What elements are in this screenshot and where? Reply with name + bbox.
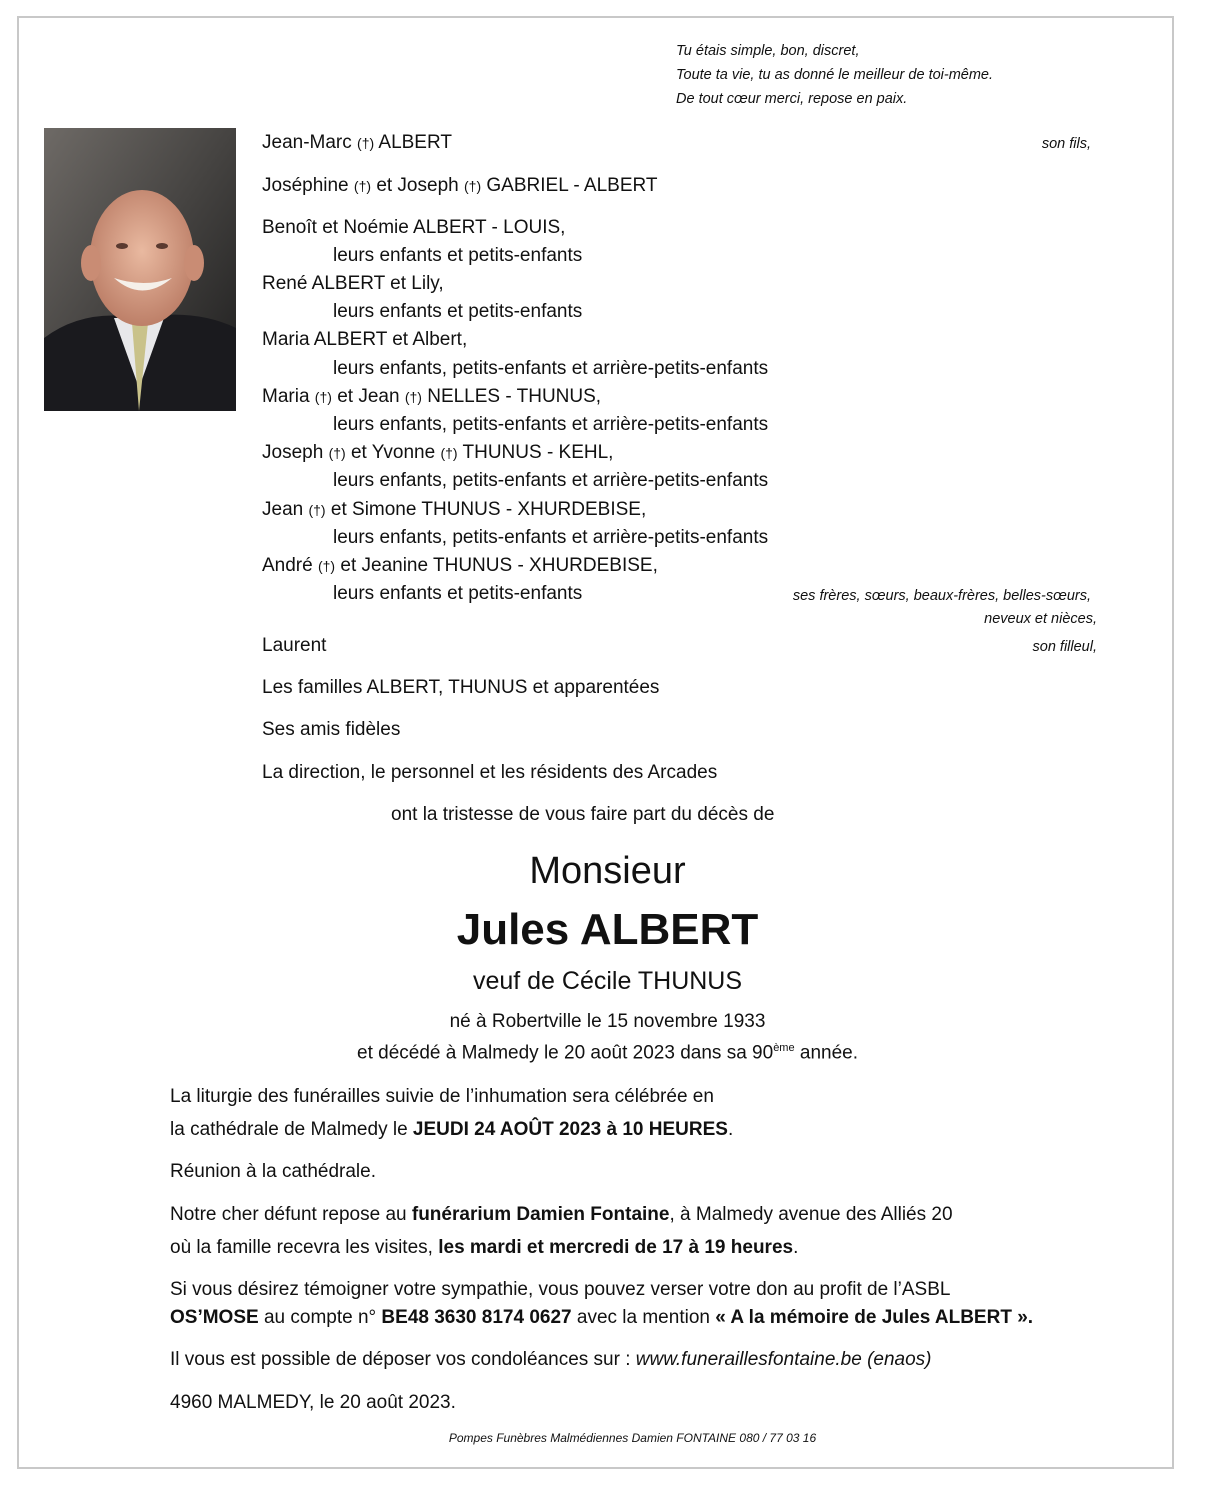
poem-line: Toute ta vie, tu as donné le meilleur de toi-même. <box>676 67 994 83</box>
family-nelles <box>262 385 601 409</box>
family-name: Joseph <box>262 442 324 463</box>
family-families: Les familles ALBERT, THUNUS et apparentées <box>262 677 660 698</box>
family-descendants: leurs enfants, petits-enfants et arrière-petits-enfants <box>333 414 769 435</box>
relation-son: son fils, <box>1041 136 1091 152</box>
family-rene: René ALBERT et Lily, <box>262 273 444 294</box>
deceased-died <box>0 1042 1215 1064</box>
rest-line-2 <box>170 1236 798 1260</box>
died-sup: ème <box>773 1042 795 1054</box>
liturgy-line-1: La liturgie des funérailles suivie de l’inhumation sera célébrée en <box>170 1086 714 1107</box>
relation-godson: son filleul, <box>1032 639 1097 655</box>
donation-line-2 <box>170 1306 1033 1330</box>
portrait-icon <box>44 128 236 411</box>
family-name: Joséphine <box>262 175 349 196</box>
poem-line: Tu étais simple, bon, discret, <box>676 43 860 59</box>
condolences-text: Il vous est possible de déposer vos condoléances sur : <box>170 1349 636 1370</box>
place-date: 4960 MALMEDY, le 20 août 2023. <box>170 1392 456 1413</box>
family-surname: ALBERT <box>378 132 452 153</box>
family-name: et Jean <box>337 386 400 407</box>
donation-text: avec la mention <box>571 1307 716 1328</box>
liturgy-text: la cathédrale de Malmedy le <box>170 1119 413 1140</box>
condolences-line <box>170 1348 932 1372</box>
deceased-widower: veuf de Cécile THUNUS <box>472 967 743 995</box>
donation-line-1: Si vous désirez témoigner votre sympathie, vous pouvez verser votre don au profit de l’ASBL <box>170 1279 951 1300</box>
cross-icon: (†) <box>357 135 375 151</box>
rest-address: , à Malmedy avenue des Alliés 20 <box>669 1204 953 1225</box>
cross-icon: (†) <box>317 558 336 574</box>
rest-line-1 <box>170 1203 953 1227</box>
family-descendants: leurs enfants et petits-enfants <box>333 245 583 266</box>
family-name: et Simone THUNUS - XHURDEBISE, <box>330 499 647 520</box>
deceased-title: Monsieur <box>529 850 686 892</box>
footer: Pompes Funèbres Malmédiennes Damien FONTAINE 080 / 77 03 16 <box>448 1431 817 1445</box>
cross-icon: (†) <box>353 178 372 194</box>
family-direction: La direction, le personnel et les résidents des Arcades <box>262 762 718 783</box>
family-joseph <box>262 441 613 465</box>
family-son <box>262 131 452 155</box>
family-descendants: leurs enfants, petits-enfants et arrière-petits-enfants <box>333 527 769 548</box>
funerarium-name: funérarium Damien Fontaine <box>411 1204 670 1225</box>
family-descendants: leurs enfants, petits-enfants et arrière-petits-enfants <box>333 358 769 379</box>
cross-icon: (†) <box>404 389 422 405</box>
reunion-line: Réunion à la cathédrale. <box>170 1161 376 1182</box>
family-jean <box>262 498 646 522</box>
family-name: et Joseph <box>376 175 459 196</box>
liturgy-line-2 <box>170 1118 733 1142</box>
family-laurent: Laurent <box>262 635 327 656</box>
family-josephine <box>262 174 657 198</box>
family-benoit: Benoît et Noémie ALBERT - LOUIS, <box>262 217 566 238</box>
visit-hours: les mardi et mercredi de 17 à 19 heures <box>438 1237 794 1258</box>
family-surname: THUNUS - KEHL, <box>462 442 614 463</box>
liturgy-datetime: JEUDI 24 AOÛT 2023 à 10 HEURES <box>412 1119 728 1140</box>
cross-icon: (†) <box>308 502 326 518</box>
family-name: André <box>262 555 313 576</box>
family-name: et Yvonne <box>350 442 436 463</box>
account-number: BE48 3630 8174 0627 <box>381 1307 572 1328</box>
deceased-born: né à Robertville le 15 novembre 1933 <box>449 1011 766 1032</box>
family-name: Jean <box>262 499 304 520</box>
family-maria: Maria ALBERT et Albert, <box>262 329 468 350</box>
relation-siblings: ses frères, sœurs, beaux-frères, belles-sœurs, <box>792 588 1091 604</box>
family-descendants: leurs enfants et petits-enfants <box>333 301 583 322</box>
poem <box>676 39 993 111</box>
portrait-photo <box>44 128 236 411</box>
donation-mention: « A la mémoire de Jules ALBERT ». <box>715 1307 1034 1328</box>
condolences-link[interactable]: www.funeraillesfontaine.be (enaos) <box>635 1349 932 1370</box>
died-text: et décédé à Malmedy le 20 août 2023 dans sa 90 <box>357 1042 774 1064</box>
family-descendants: leurs enfants et petits-enfants <box>333 583 583 604</box>
family-name: et Jeanine THUNUS - XHURDEBISE, <box>340 555 658 576</box>
family-name: Jean-Marc <box>262 132 352 153</box>
cross-icon: (†) <box>464 178 482 194</box>
cross-icon: (†) <box>314 389 332 405</box>
cross-icon: (†) <box>328 445 346 461</box>
family-friends: Ses amis fidèles <box>262 719 401 740</box>
family-surname: GABRIEL - ALBERT <box>486 175 658 196</box>
asbl-name: OS’MOSE <box>170 1307 259 1328</box>
family-name: Maria <box>262 386 310 407</box>
deceased-name: Jules ALBERT <box>456 905 759 954</box>
liturgy-end: . <box>727 1119 734 1140</box>
family-andre <box>262 554 658 578</box>
donation-text: au compte n° <box>258 1307 382 1328</box>
family-descendants: leurs enfants, petits-enfants et arrière-petits-enfants <box>333 470 769 491</box>
died-text-end: année. <box>794 1042 858 1064</box>
rest-text: Notre cher défunt repose au <box>170 1204 412 1225</box>
poem-line: De tout cœur merci, repose en paix. <box>676 91 908 107</box>
rest-end: . <box>793 1237 799 1258</box>
announcement-intro: ont la tristesse de vous faire part du décès de <box>391 804 775 825</box>
relation-nephews: neveux et nièces, <box>984 611 1097 627</box>
cross-icon: (†) <box>440 445 458 461</box>
family-surname: NELLES - THUNUS, <box>427 386 602 407</box>
rest-text: où la famille recevra les visites, <box>170 1237 439 1258</box>
